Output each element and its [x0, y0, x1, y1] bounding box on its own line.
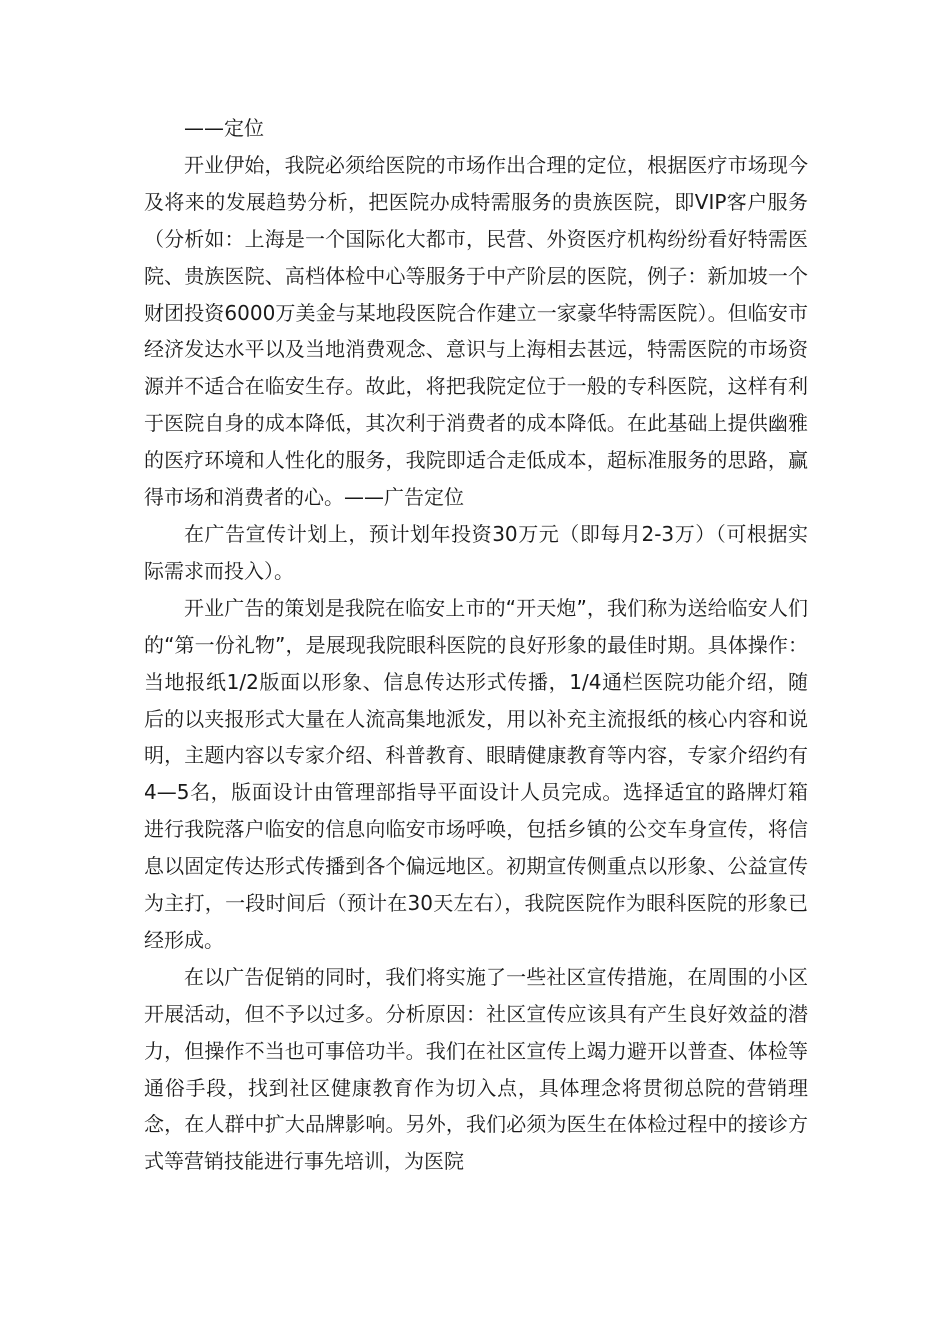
paragraph-ad-budget: 在广告宣传计划上，预计划年投资30万元（即每月2-3万）（可根据实际需求而投入）。: [144, 521, 808, 583]
document-body: [144, 110, 808, 1180]
section-heading-positioning: ——定位: [184, 116, 264, 140]
paragraph-community-promotion: 在以广告促销的同时，我们将实施了一些社区宣传措施，在周围的小区开展活动，但不予以过多。分析原因：社区宣传应该具有产生良好效益的潜力，但操作不当也可事倍功半。我们在社区宣传上竭力避开以普查、体检等通俗手段，找到社区健康教育作为切入点，具体理念将贯彻总院的营销理念，在人群中扩大品牌影响。另外，我们必须为医生在体检过程中的接诊方式等营销技能进行事先培训，为医院: [144, 964, 808, 1174]
paragraph-opening-ads: 开业广告的策划是我院在临安上市的“开天炮”，我们称为送给临安人们的“第一份礼物”，是展现我院眼科医院的良好形象的最佳时期。具体操作：当地报纸1/2版面以形象、信息传达形式传播，1/4通栏医院功能介绍，随后的以夹报形式大量在人流高集地派发，用以补充主流报纸的核心内容和说明，主题内容以专家介绍、科普教育、眼睛健康教育等内容，专家介绍约有4—5名，版面设计由管理部指导平面设计人员完成。选择适宜的路牌灯箱进行我院落户临安的信息向临安市场呼唤，包括乡镇的公交车身宣传，将信息以固定传达形式传播到各个偏远地区。初期宣传侧重点以形象、公益宣传为主打，一段时间后（预计在30天左右），我院医院作为眼科医院的形象已经形成。: [144, 595, 808, 952]
paragraph-positioning: 开业伊始，我院必须给医院的市场作出合理的定位，根据医疗市场现今及将来的发展趋势分析，把医院办成特需服务的贵族医院，即VIP客户服务（分析如：上海是一个国际化大都市，民营、外资医疗机构纷纷看好特需医院、贵族医院、高档体检中心等服务于中产阶层的医院，例子：新加坡一个财团投资6000万美金与某地段医院合作建立一家豪华特需医院）。但临安市经济发达水平以及当地消费观念、意识与上海相去甚远，特需医院的市场资源并不适合在临安生存。故此，将把我院定位于一般的专科医院，这样有利于医院自身的成本降低，其次利于消费者的成本降低。在此基础上提供幽雅的医疗环境和人性化的服务，我院即适合走低成本，超标准服务的思路，赢得市场和消费者的心。——广告定位: [144, 152, 808, 510]
